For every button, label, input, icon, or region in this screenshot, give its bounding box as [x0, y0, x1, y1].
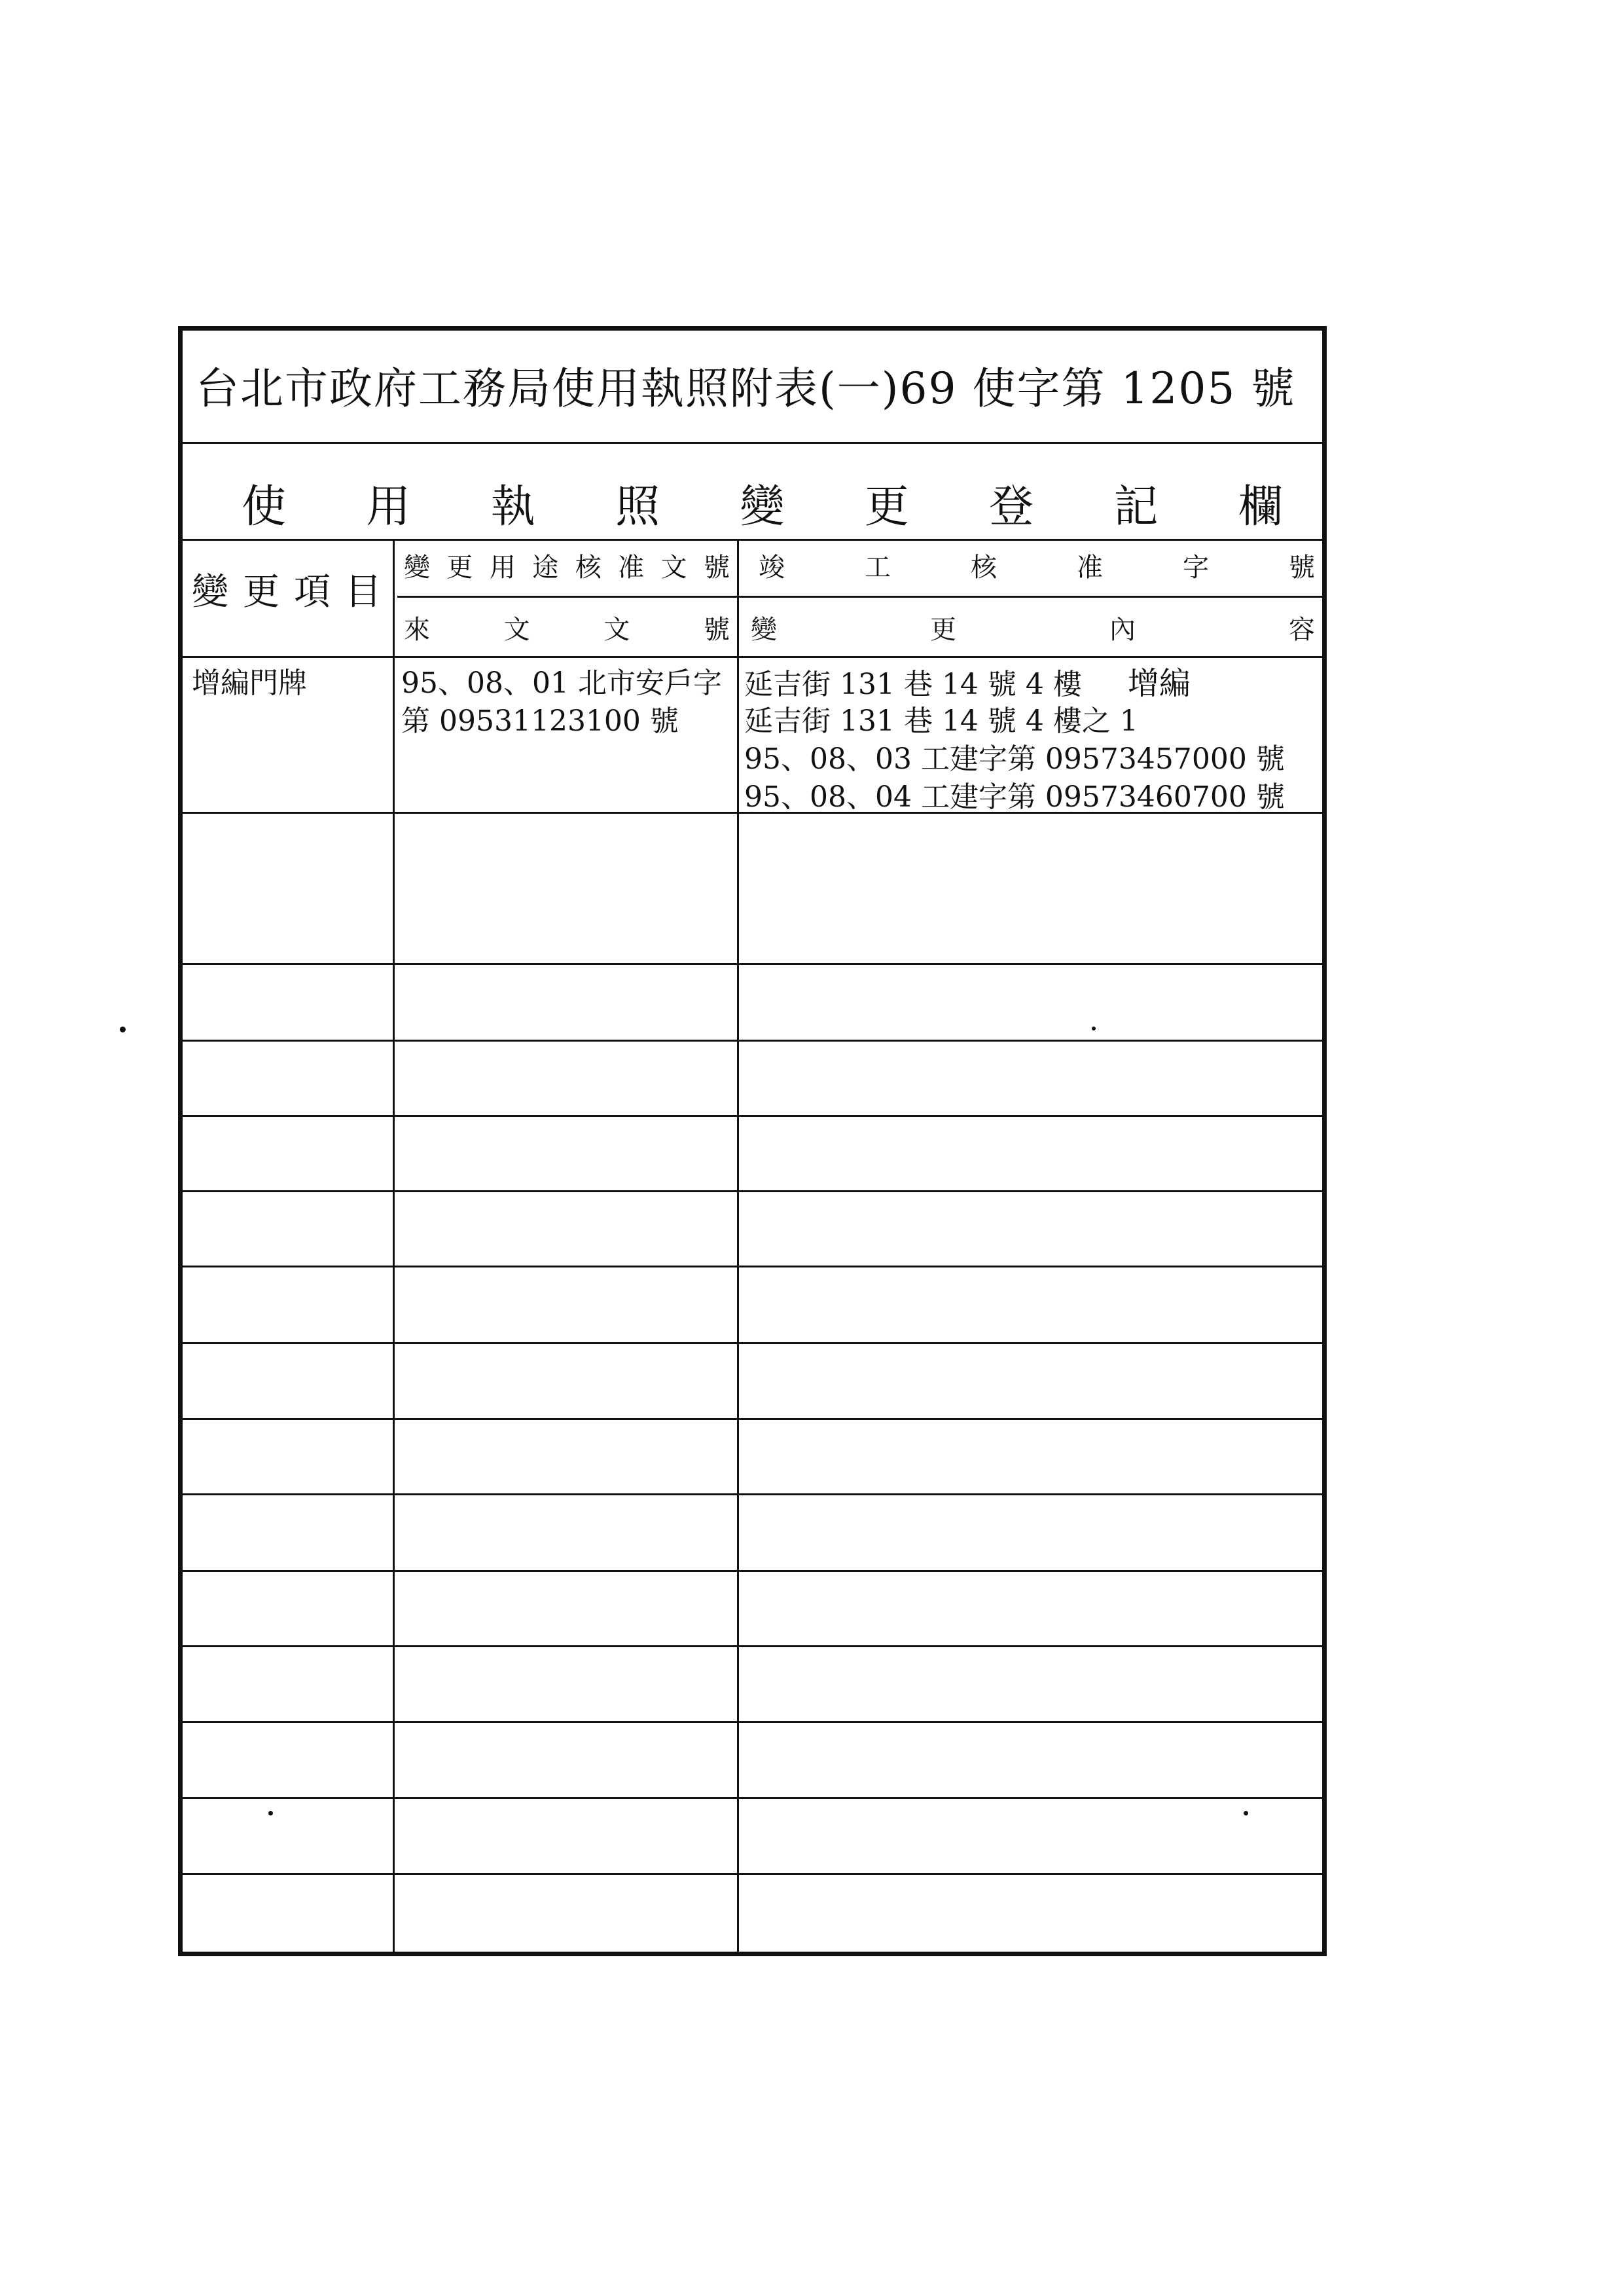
rule: [183, 1797, 1322, 1799]
header-change-content: 變 更 內 容: [751, 615, 1315, 645]
subtitle-char: 用: [366, 481, 411, 533]
form-subtitle: [242, 471, 1283, 535]
subtitle-char: 照: [615, 481, 660, 533]
rule: [183, 1342, 1322, 1344]
rule: [183, 1493, 1322, 1495]
subtitle-char: 記: [1113, 481, 1159, 533]
header-change-item: 變 更 項 目: [192, 571, 382, 613]
subtitle-char: 更: [864, 481, 909, 533]
header-usage-approval-no: 變 更 用 途 核 准 文 號: [404, 553, 730, 583]
scan-speck: [268, 1811, 273, 1815]
subtitle-char: 變: [740, 481, 785, 533]
rule: [183, 1645, 1322, 1647]
rule: [183, 1040, 1322, 1042]
subtitle-char: 使: [242, 481, 287, 533]
rule: [183, 539, 1322, 541]
entry-content-line2: 延吉街 131 巷 14 號 4 樓之 1: [744, 704, 1138, 738]
entry-content-line1: 延吉街 131 巷 14 號 4 樓 增編: [744, 665, 1191, 702]
column-divider: [737, 539, 739, 1952]
scan-speck: [1092, 1027, 1096, 1030]
entry-doc-no-line1: 95、08、01 北市安戶字: [401, 666, 722, 700]
entry-content-line4: 95、08、04 工建字第 09573460700 號: [744, 780, 1285, 814]
rule: [183, 1418, 1322, 1420]
rule: [183, 1190, 1322, 1192]
usage-license-change-form: [178, 326, 1327, 1956]
rule: [183, 1873, 1322, 1875]
rule: [397, 596, 1322, 598]
header-incoming-doc-no: 來 文 文 號: [404, 615, 730, 645]
scan-speck: [1244, 1811, 1248, 1815]
entry-doc-no-line2: 第 09531123100 號: [401, 704, 679, 738]
subtitle-char: 執: [490, 481, 535, 533]
form-title: 台北市政府工務局使用執照附表(一)69 使字第 1205 號: [196, 363, 1296, 414]
column-divider: [393, 539, 395, 1952]
entry-change-item: 增編門牌: [192, 666, 307, 700]
rule: [183, 1115, 1322, 1117]
rule: [183, 963, 1322, 965]
rule: [183, 1570, 1322, 1572]
entry-content-line3: 95、08、03 工建字第 09573457000 號: [744, 742, 1285, 776]
header-completion-approval-no: 竣 工 核 准 字 號: [759, 553, 1315, 583]
entry-content-tag: 增編: [1127, 665, 1191, 702]
rule: [183, 1266, 1322, 1267]
subtitle-char: 登: [989, 481, 1034, 533]
rule: [183, 1721, 1322, 1723]
rule: [183, 442, 1322, 444]
subtitle-char: 欄: [1238, 481, 1283, 533]
rule: [183, 656, 1322, 658]
scan-speck: [120, 1027, 126, 1032]
